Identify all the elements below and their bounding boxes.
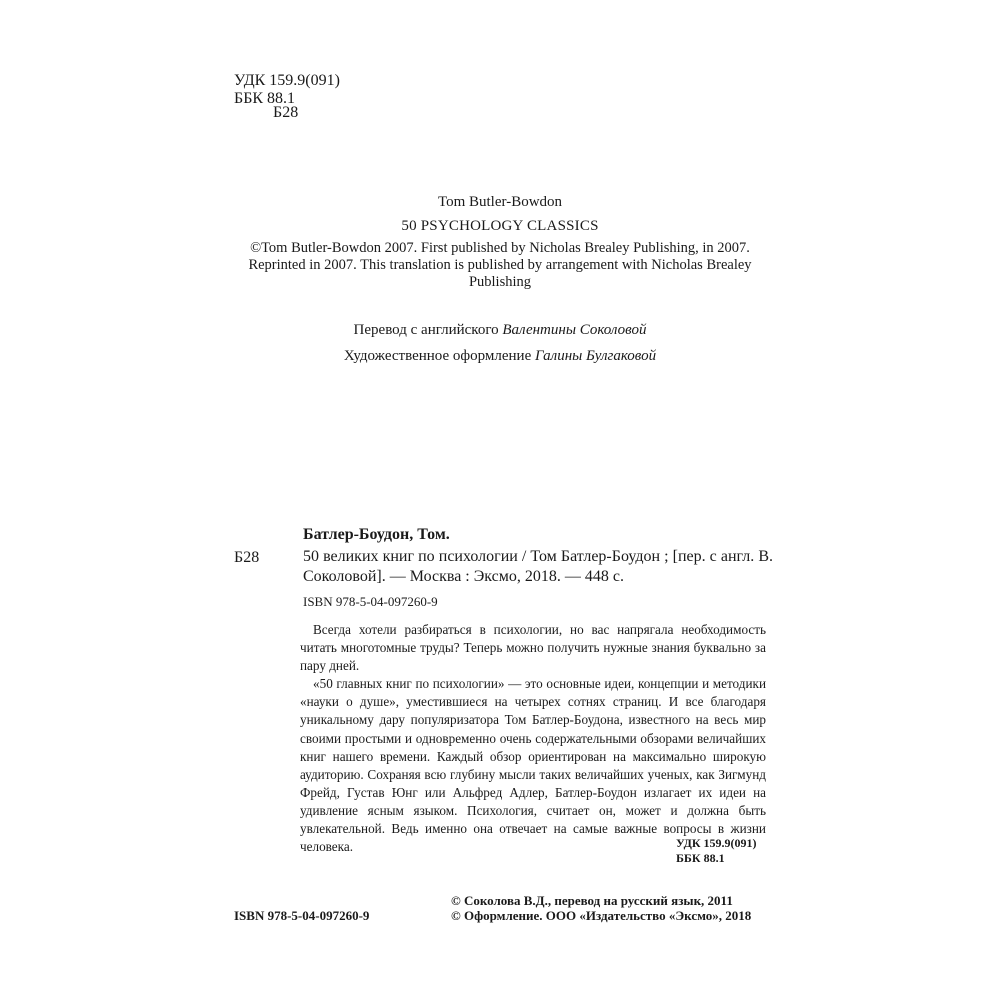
udk-code-top: УДК 159.9(091)	[234, 72, 340, 89]
footer-isbn: ISBN 978-5-04-097260-9	[234, 908, 370, 923]
design-label: Художественное оформление	[343, 348, 535, 364]
catalog-author: Батлер-Боудон, Том.	[303, 526, 450, 543]
footer-copyright-design: © Оформление. ООО «Издательство «Эксмо», 2018	[451, 908, 752, 923]
design-credit	[0, 348, 1000, 365]
original-author: Tom Butler-Bowdon	[437, 194, 563, 210]
translation-credit	[0, 322, 1000, 339]
catalog-isbn: ISBN 978-5-04-097260-9	[303, 594, 438, 609]
bbk-code-top: ББК 88.1	[234, 90, 296, 107]
author-mark-top: Б28	[273, 104, 299, 121]
annotation-paragraph-1: Всегда хотели разбираться в психологии, но вас напрягала необходимость читать многотомные труды? Теперь можно получить нужные знания буквально за пару дней.	[300, 622, 766, 674]
original-copyright: ©Tom Butler-Bowdon 2007. First published by Nicholas Brealey Publishing, in 2007. Reprinted in 2007. This translation is published by arrangement with Nicholas Brealey Publishing	[248, 240, 752, 290]
annotation	[300, 621, 766, 856]
translation-label: Перевод с английского	[353, 322, 503, 338]
udk-code-bottom: УДК 159.9(091)	[676, 836, 757, 850]
catalog-entry: 50 великих книг по психологии / Том Батлер-Боудон ; [пер. с англ. В. Соколовой]. — Москва : Эксмо, 2018. — 448 с.	[303, 548, 773, 585]
catalog-code: Б28	[234, 549, 260, 566]
designer-name: Галины Булгаковой	[535, 348, 657, 364]
translator-name: Валентины Соколовой	[502, 322, 647, 338]
footer-copyright-translation: © Соколова В.Д., перевод на русский язык, 2011	[451, 893, 733, 908]
bbk-code-bottom: ББК 88.1	[676, 851, 725, 865]
original-title: 50 PSYCHOLOGY CLASSICS	[401, 218, 599, 234]
annotation-paragraph-2: «50 главных книг по психологии» — это основные идеи, концепции и методики «науки о душе», уместившиеся на четырех сотнях страниц. И все благодаря уникальному дару популяризатора Том Батлер-Боудона, известного на весь мир своими простыми и одновременно очень содержательными обзорами величайших книг нашего времени. Каждый обзор ориентирован на максимально широкую аудиторию. Сохраняя всю глубину мысли таких величайших ученых, как Зигмунд Фрейд, Густав Юнг или Альфред Адлер, Батлер-Боудон излагает их идеи на удивление ясным языком. Психология, считает он, может и должна быть увлекательной. Ведь именно она отвечает на самые важные вопросы в жизни человека.	[300, 676, 766, 855]
